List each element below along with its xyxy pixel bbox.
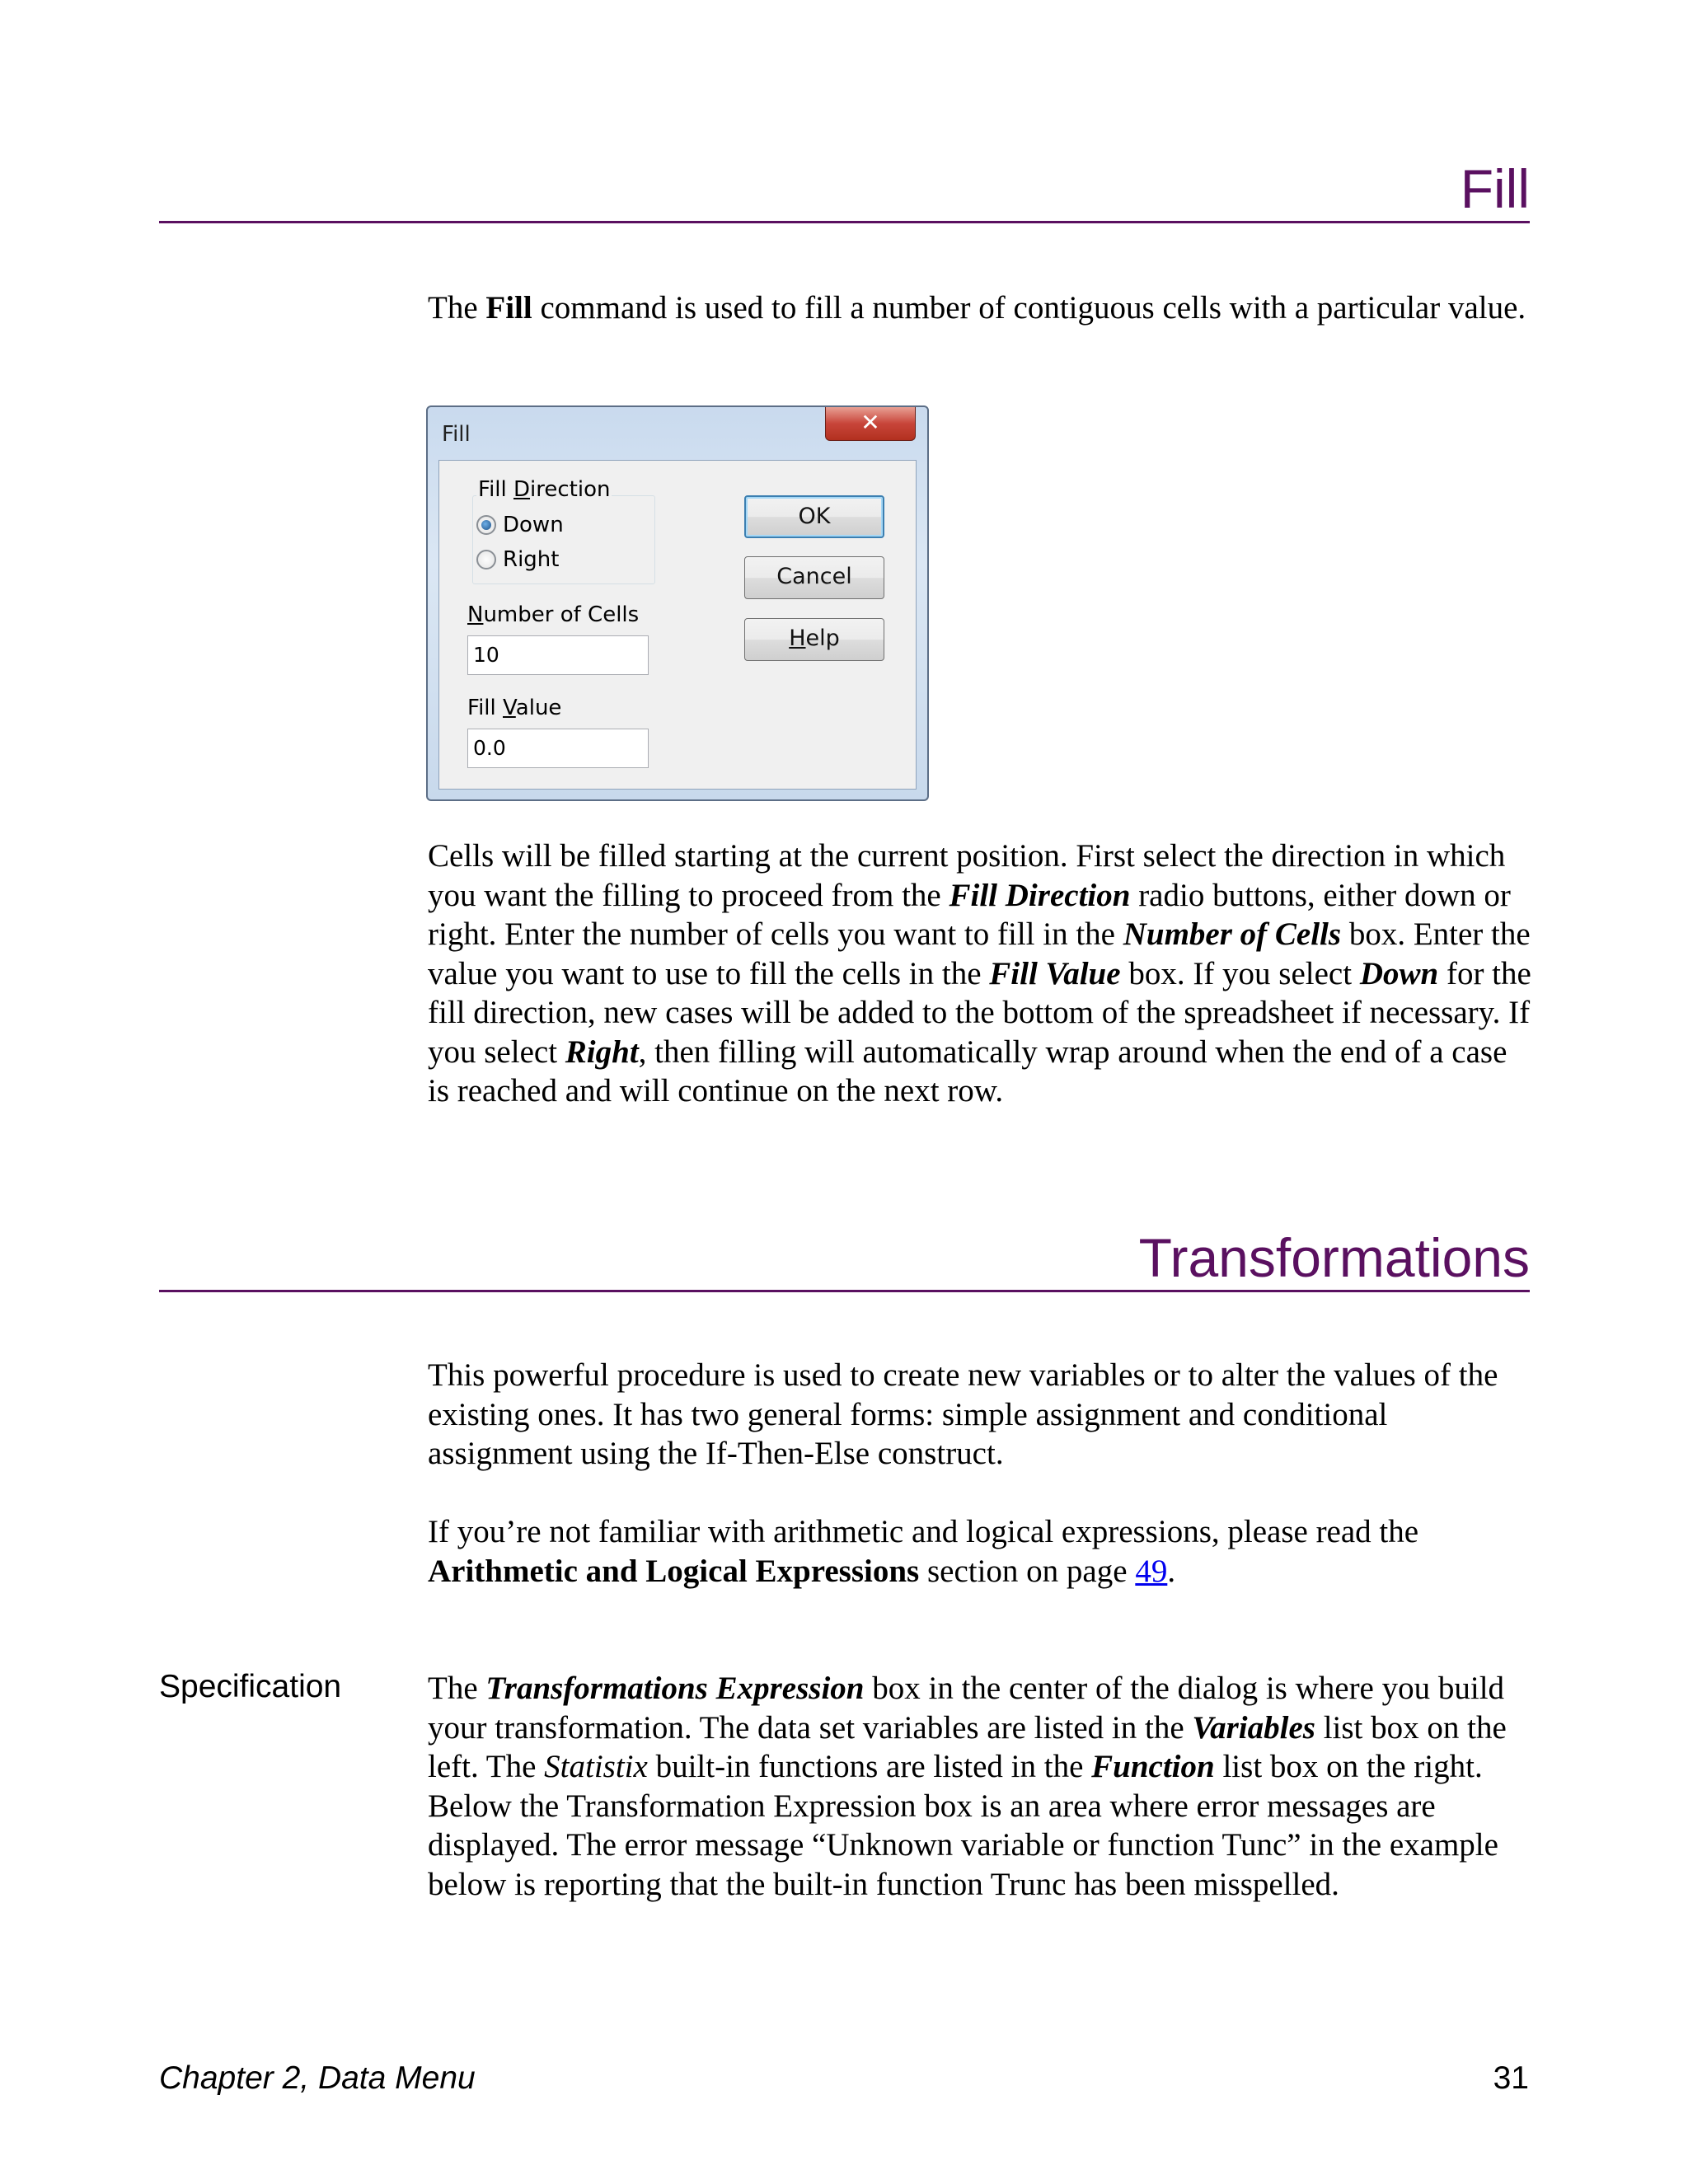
fill-value-input[interactable]: 0.0	[467, 729, 649, 768]
footer-chapter: Chapter 2, Data Menu	[159, 2060, 476, 2096]
ok-button[interactable]: OK	[744, 495, 884, 538]
cancel-button[interactable]: Cancel	[744, 556, 884, 599]
transformations-intro-paragraph: This powerful procedure is used to create new variables or to alter the values of the existing ones. It has two general forms: simple assignment and conditional assignment using the If-Then-Else construct.	[428, 1357, 1498, 1471]
close-icon[interactable]: ✕	[825, 407, 916, 441]
expressions-reference-paragraph: If you’re not familiar with arithmetic and logical expressions, please read the Arithmetic and Logical Expressions section on page 49.	[428, 1514, 1419, 1589]
section-heading-fill: Fill	[159, 162, 1530, 223]
fill-dialog	[426, 405, 929, 801]
radio-right[interactable]	[476, 547, 559, 572]
number-of-cells-input[interactable]: 10	[467, 635, 649, 675]
section-heading-transformations: Transformations	[159, 1230, 1530, 1292]
fill-direction-label: Fill Direction	[478, 477, 611, 502]
specification-paragraph: The Transformations Expression box in the center of the dialog is where you build your transformation. The data set variables are listed in the Variables list box on the left. The Statistix built-in functions are listed in the Function list box on the right. Below the Transformation Expression box is an area where error messages are displayed. The error message “Unknown variable or function Tunc” in the example below is reporting that the built-in function Trunc has been misspelled.	[428, 1671, 1507, 1902]
dialog-title: Fill	[442, 422, 471, 447]
fill-value-label: Fill Value	[467, 696, 562, 720]
page-link[interactable]: 49	[1135, 1553, 1168, 1589]
help-button[interactable]: Help	[744, 618, 884, 661]
dialog-client-area	[438, 460, 917, 790]
radio-checked-icon[interactable]	[476, 515, 496, 535]
radio-down[interactable]	[476, 513, 564, 537]
radio-unchecked-icon[interactable]	[476, 550, 496, 569]
specification-label: Specification	[159, 1669, 342, 1704]
number-of-cells-label: Number of Cells	[467, 602, 640, 627]
radio-right-label: Right	[503, 547, 560, 572]
fill-intro-paragraph: The Fill command is used to fill a number of contiguous cells with a particular value.	[428, 290, 1526, 326]
fill-body-paragraph: Cells will be filled starting at the current position. First select the direction in which you want the filling to proceed from the Fill Direction radio buttons, either down or right. Enter the number of cells you want to fill in the Number of Cells box. Enter the value you want to use to fill the cells in the Fill Value box. If you select Down for the fill direction, new cases will be added to the bottom of the spreadsheet if necessary. If you select Right, then filling will automatically wrap around when the end of a case is reached and will continue on the next row.	[428, 838, 1531, 1108]
footer-page-number: 31	[1493, 2060, 1529, 2096]
radio-down-label: Down	[503, 513, 564, 537]
